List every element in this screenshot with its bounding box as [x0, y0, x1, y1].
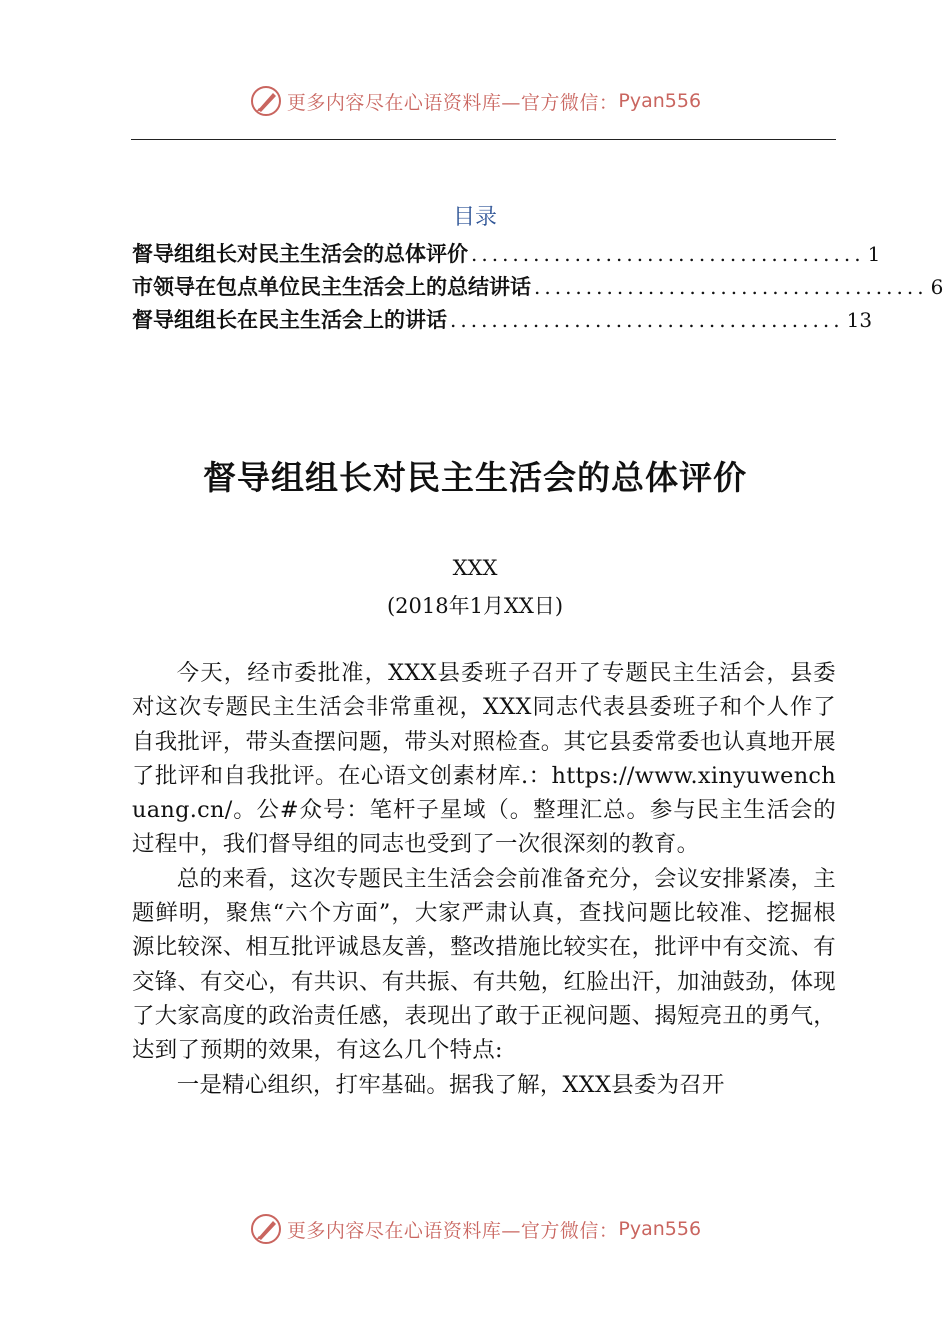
table-of-contents: [132, 238, 944, 337]
watermark-wechat-id: Pyan556: [618, 90, 702, 112]
body-paragraph: 今天，经市委批准，XXX县委班子召开了专题民主生活会，县委对这次专题民主生活会非常重视，XXX同志代表县委班子和个人作了自我批评，带头查摆问题，带头对照检查。其它县委常委也认真地开展了批评和自我批评。在心语文创素材库.：https://www.xinyuwenchuang.cn/。公#众号：笔杆子星域（。整理汇总。参与民主生活会的过程中，我们督导组的同志也受到了一次很深刻的教育。: [132, 660, 836, 858]
toc-entry-page: 6: [930, 275, 944, 299]
watermark-wechat-id: Pyan556: [618, 1218, 702, 1240]
document-author: XXX: [452, 556, 498, 580]
footer-watermark: [0, 1212, 950, 1246]
document-title: 督导组组长对民主生活会的总体评价: [203, 458, 747, 497]
header-divider: [131, 139, 836, 140]
body-paragraph: 一是精心组织，打牢基础。据我了解，XXX县委为召开: [176, 1071, 725, 1098]
toc-leader-dots: ......................................: [450, 308, 844, 332]
document-body: [132, 656, 836, 1102]
pen-logo-icon: [249, 84, 283, 118]
toc-entry-label: 督导组组长对民主生活会的总体评价: [132, 242, 468, 266]
toc-leader-dots: ......................................: [471, 242, 865, 266]
document-date: (2018年1月XX日): [386, 594, 564, 618]
toc-leader-dots: ......................................: [534, 275, 928, 299]
toc-entry[interactable]: [132, 304, 873, 337]
toc-entry-label: 督导组组长在民主生活会上的讲话: [132, 308, 447, 332]
body-paragraph: 总的来看，这次专题民主生活会会前准备充分，会议安排紧凑，主题鲜明，聚焦“六个方面”，大家严肃认真，查找问题比较准、挖掘根源比较深、相互批评诚恳友善，整改措施比较实在，批评中有交流、有交锋、有交心，有共识、有共振、有共勉，红脸出汗，加油鼓劲，体现了大家高度的政治责任感，表现出了敢于正视问题、揭短亮丑的勇气，达到了预期的效果，有这么几个特点:: [132, 865, 836, 1064]
header-watermark: [0, 84, 950, 118]
toc-entry[interactable]: [132, 271, 944, 304]
watermark-text: 更多内容尽在心语资料库—官方微信：: [286, 1219, 619, 1242]
toc-entry[interactable]: [132, 238, 881, 271]
toc-entry-page: 13: [846, 308, 873, 332]
toc-entry-page: 1: [867, 242, 881, 266]
toc-entry-label: 市领导在包点单位民主生活会上的总结讲话: [132, 275, 531, 299]
toc-title: 目录: [452, 205, 497, 230]
watermark-text: 更多内容尽在心语资料库—官方微信：: [286, 91, 619, 114]
pen-logo-icon: [249, 1212, 283, 1246]
